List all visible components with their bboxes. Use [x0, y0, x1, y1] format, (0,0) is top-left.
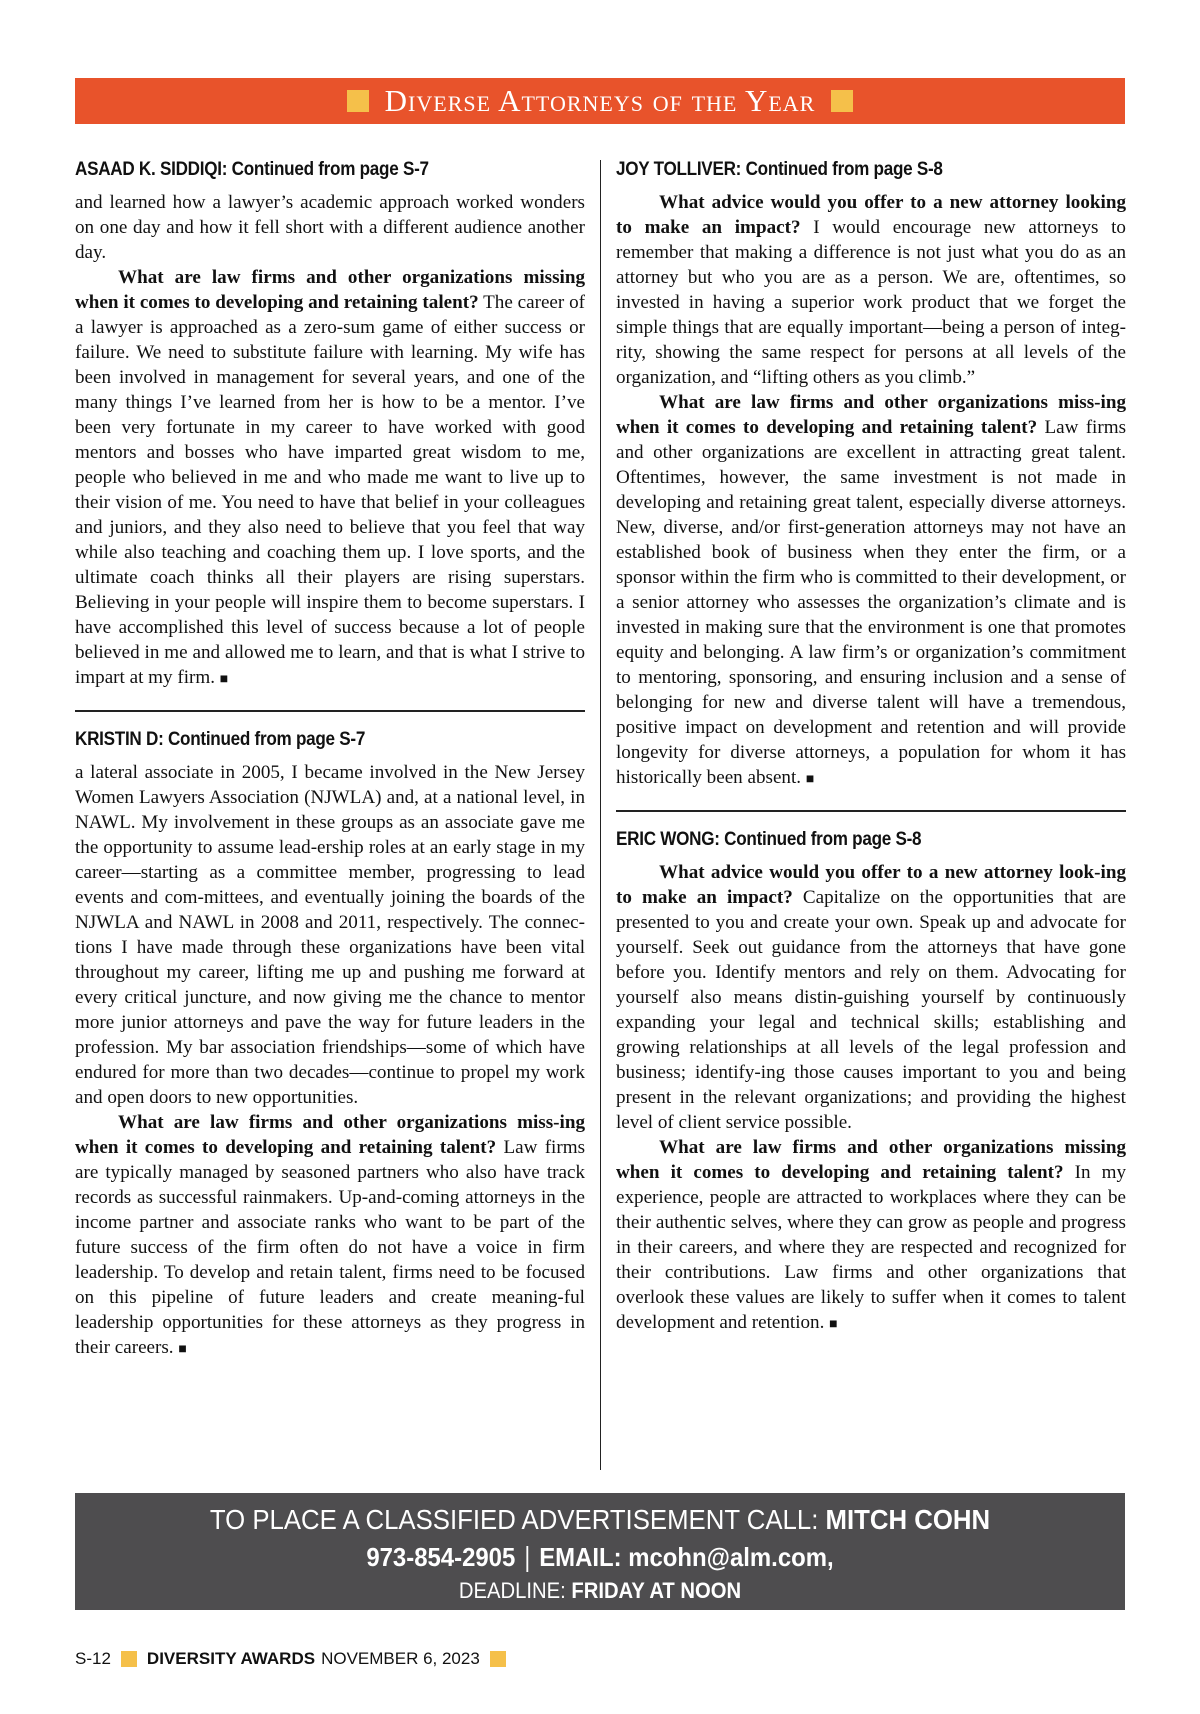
siddiqi-paragraph-1: and learned how a lawyer’s academic approach worked wonders on one day and how it fell short with a different audience another day.	[75, 192, 585, 263]
section-banner	[75, 78, 1125, 124]
publication-date: NOVEMBER 6, 2023	[321, 1649, 480, 1668]
wong-answer-1: Capitalize on the opportunities that are presented to you and create your own. Speak up and advocate for yourself. Seek out guidance from the attorneys that have gone before you. Identify mentors and rely on them. Advocating for yourself also means distin-guishing yourself by continuously expanding your legal and technical skills; establishing and growing relationships at all levels of the legal profession and business; identify-ing those causes important to you and being present in the relevant organizations; and providing the highest level of client service possible.	[616, 887, 1126, 1133]
siddiqi-qa-1	[75, 265, 585, 692]
ad-line-3	[117, 1577, 1083, 1605]
page-number: S-12	[75, 1649, 111, 1668]
end-mark: ■	[829, 1317, 838, 1332]
tolliver-answer-1: I would encourage new attorneys to remember that making a difference is not just what you do as an attorney but who you are as a person. We are, oftentimes, so invested in having a superior work product that we forget the simple things that are equally important—being a person of integ-rity, showing the same respect for persons at all levels of the organization, and “lifting others as you climb.”	[616, 217, 1126, 388]
tolliver-heading: JOY TOLLIVER: Continued from page S-8	[616, 159, 943, 180]
siddiqi-heading: ASAAD K. SIDDIQI: Continued from page S-7	[75, 159, 429, 180]
ad-phone: 973-854-2905	[366, 1542, 516, 1572]
kristin-heading: KRISTIN D: Continued from page S-7	[75, 729, 366, 750]
banner-square-right	[831, 90, 853, 112]
ad-email[interactable]: mcohn@alm.com,	[628, 1542, 834, 1572]
kristin-question-1: What are law firms and other organizations miss-ing when it comes to developing and retaining talent?	[75, 1112, 585, 1158]
end-mark: ■	[219, 672, 229, 687]
end-mark: ■	[178, 1342, 187, 1357]
tolliver-question-1: What advice would you offer to a new attorney looking to make an impact?	[616, 192, 1126, 238]
footer-square-2	[490, 1651, 506, 1667]
ad-deadline-label: DEADLINE:	[458, 1578, 572, 1603]
section-rule	[616, 810, 1126, 812]
end-mark: ■	[805, 772, 815, 787]
ad-call-label: TO PLACE A CLASSIFIED ADVERTISEMENT CALL:	[209, 1504, 826, 1535]
kristin-qa-1	[75, 1110, 585, 1362]
banner-title: Diverse Attorneys of the Year	[384, 83, 816, 118]
ad-contact-name: MITCH COHN	[825, 1504, 991, 1535]
tolliver-answer-2: Law firms and other organizations are excellent in attracting great talent. Oftentimes, however, the same investment is not made in developing and retaining great talent, especially diverse attorneys. New, diverse, and/or first-generation attorneys may not have an established book of business when they enter the firm, or a sponsor within the firm who is committed to their development, or a senior attorney who assesses the organization’s climate and is invested in making sure that the environment is one that promotes equity and belonging. A law firm’s or organization’s commitment to mentoring, sponsoring, and ensuring inclusion and a sense of belonging for new and diverse talent will have a tremendous, positive impact on development and retention and will provide longevity for diverse attorneys, a population for whom it has historically been absent.	[616, 417, 1126, 788]
ad-separator	[526, 1546, 528, 1572]
right-column	[616, 158, 1126, 1337]
tolliver-qa-2	[616, 390, 1126, 792]
wong-heading: ERIC WONG: Continued from page S-8	[616, 829, 922, 850]
ad-email-label: EMAIL:	[539, 1542, 629, 1572]
siddiqi-question-1: What are law firms and other organizations missing when it comes to developing and retaining talent?	[75, 267, 585, 313]
section-rule	[75, 710, 585, 712]
tolliver-qa-1	[616, 190, 1126, 390]
left-column	[75, 158, 585, 1362]
footer-square-1	[121, 1651, 137, 1667]
kristin-answer-1: Law firms are typically managed by seasoned partners who also have track records as successful rainmakers. Up-and-coming attorneys in the income partner and associate ranks who want to be part of the future success of the firm often do not have a voice in firm leadership. To develop and retain talent, firms need to be focused on this pipeline of future leaders and create meaning-ful leadership opportunities for these attorneys as they progress in their careers.	[75, 1137, 585, 1358]
ad-line-2	[117, 1541, 1083, 1573]
wong-question-1: What advice would you offer to a new attorney look-ing to make an impact?	[616, 862, 1126, 908]
wong-answer-2: In my experience, people are attracted to workplaces where they can be their authentic selves, where they can grow as people and progress in their careers, and where they are respected and recognized for their contributions. Law firms and other organizations that overlook these values are likely to suffer when it comes to talent development and retention.	[616, 1162, 1126, 1333]
kristin-paragraph-1: a lateral associate in 2005, I became involved in the New Jersey Women Lawyers Association (NJWLA) and, at a national level, in NAWL. My involvement in these groups as an associate gave me the opportunity to assume lead-ership roles at an early stage in my career—starting as a committee member, progressing to lead events and com-mittees, and eventually joining the boards of the NJWLA and NAWL in 2008 and 2011, respectively. The connec-tions I have made through these organizations have been vital throughout my career, lifting me up and pushing me forward at every critical juncture, and now giving me the chance to mentor more junior attorneys and pave the way for future leaders in the profession. My bar association friendships—some of which have endured for more than two decades—continue to propel my work and open doors to new opportunities.	[75, 762, 585, 1108]
banner-square-left	[347, 90, 369, 112]
tolliver-question-2: What are law firms and other organizations miss-ing when it comes to developing and retaining talent?	[616, 392, 1126, 438]
ad-deadline: FRIDAY AT NOON	[571, 1578, 742, 1603]
wong-qa-2	[616, 1135, 1126, 1337]
classified-ad-box	[75, 1493, 1125, 1610]
page-footer	[75, 1649, 516, 1669]
wong-qa-1	[616, 860, 1126, 1135]
column-divider	[600, 160, 601, 1470]
ad-line-1	[117, 1503, 1083, 1537]
wong-question-2: What are law firms and other organizations missing when it comes to developing and retaining talent?	[616, 1137, 1126, 1183]
publication-name: DIVERSITY AWARDS	[146, 1649, 316, 1668]
siddiqi-answer-1: The career of a lawyer is approached as a zero-sum game of either success or failure. We need to substitute failure with learning. My wife has been involved in management for several years, and one of the many things I’ve learned from her is how to be a mentor. I’ve been very fortunate in my career to have worked with good mentors and bosses who have imparted great wisdom to me, people who believed in me and who made me want to live up to their vision of me. You need to have that belief in your colleagues and juniors, and they also need to believe that you feel that way while also teaching and coaching them up. I love sports, and the ultimate coach thinks all their players are rising superstars. Believing in your people will inspire them to become superstars. I have accomplished this level of success because a lot of people believed in me and allowed me to learn, and that is what I strive to impart at my firm.	[75, 292, 585, 688]
